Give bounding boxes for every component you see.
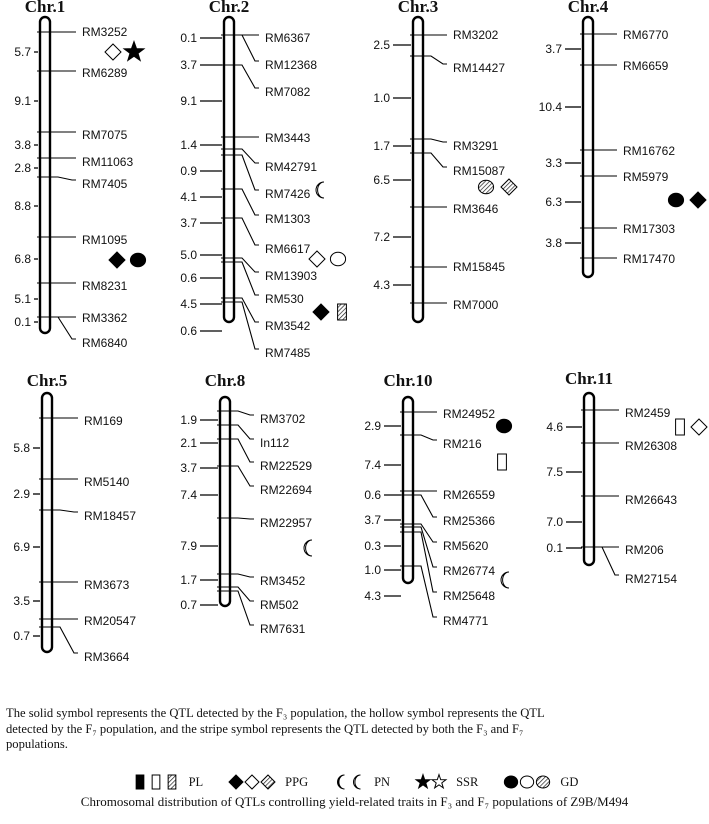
interval-distance: 1.7 bbox=[373, 139, 390, 153]
marker-label: RM11063 bbox=[82, 155, 134, 169]
diamond-solid-icon bbox=[229, 775, 243, 789]
interval-distance: 2.9 bbox=[364, 419, 381, 433]
marker-label: RM3443 bbox=[265, 131, 311, 145]
marker-label: RM2459 bbox=[625, 406, 671, 420]
qtl-pn-moon-icon bbox=[501, 572, 509, 588]
circle-striped-icon bbox=[537, 776, 550, 788]
marker-label: In112 bbox=[260, 436, 290, 450]
chromosome-title: Chr.1 bbox=[24, 0, 66, 16]
interval-distance: 7.4 bbox=[180, 488, 197, 502]
interval-distance: 3.7 bbox=[180, 216, 197, 230]
chromosome-1 bbox=[14, 0, 145, 350]
chromosome-4 bbox=[539, 0, 706, 277]
interval-distance: 5.8 bbox=[13, 441, 30, 455]
marker-label: RM7426 bbox=[265, 187, 311, 201]
diamond-symbols-icon bbox=[227, 773, 277, 791]
marker-label: RM3362 bbox=[82, 311, 128, 325]
chromosome-title: Chr.3 bbox=[397, 0, 439, 16]
marker-label: RM3452 bbox=[260, 574, 306, 588]
interval-distance: 0.1 bbox=[546, 541, 563, 555]
marker-label: RM27154 bbox=[625, 572, 678, 586]
interval-distance: 6.3 bbox=[545, 195, 562, 209]
qtl-ssr-star-icon bbox=[124, 42, 144, 61]
marker-label: RM3252 bbox=[82, 25, 128, 39]
marker-label: RM7082 bbox=[265, 85, 311, 99]
legend-note: The solid symbol represents the QTL detected by the F₃ population, the hollow symbol represents the QTL detected by the F₇ population, and the stripe symbol represents the QTL detected by both the F₃ and F₇ populations. bbox=[6, 706, 545, 751]
marker-label: RM8231 bbox=[82, 279, 128, 293]
chromosome-bar bbox=[220, 397, 230, 606]
marker-label: RM15845 bbox=[453, 260, 506, 274]
marker-label: RM26308 bbox=[625, 439, 678, 453]
qtl-ppg-diamond-icon bbox=[309, 251, 325, 267]
chromosome-8 bbox=[180, 371, 312, 636]
interval-distance: 3.7 bbox=[180, 58, 197, 72]
marker-label: RM22694 bbox=[260, 483, 313, 497]
interval-distance: 7.2 bbox=[373, 230, 390, 244]
interval-distance: 2.1 bbox=[180, 436, 197, 450]
qtl-pl-rect-icon bbox=[338, 304, 347, 320]
marker-label: RM6840 bbox=[82, 336, 128, 350]
interval-distance: 0.1 bbox=[180, 31, 197, 45]
chromosome-bar bbox=[224, 17, 234, 322]
marker-label: RM7631 bbox=[260, 622, 306, 636]
chromosome-title: Chr.10 bbox=[383, 371, 433, 390]
chromosome-title: Chr.4 bbox=[567, 0, 609, 16]
rect-solid-icon bbox=[136, 775, 144, 789]
star-solid-icon bbox=[416, 775, 430, 788]
qtl-gd-circle-icon bbox=[668, 193, 683, 207]
marker-label: RM12368 bbox=[265, 58, 318, 72]
interval-distance: 6.8 bbox=[14, 252, 31, 266]
interval-distance: 3.7 bbox=[545, 42, 562, 56]
chromosome-bar bbox=[413, 17, 423, 322]
interval-distance: 6.5 bbox=[373, 173, 390, 187]
chromosome-bar bbox=[42, 393, 52, 652]
marker-label: RM7485 bbox=[265, 346, 311, 360]
chromosome-title: Chr.5 bbox=[26, 371, 68, 390]
chromosome-5 bbox=[13, 371, 136, 664]
interval-distance: 7.4 bbox=[364, 458, 381, 472]
chromosome-11 bbox=[546, 369, 707, 586]
interval-distance: 4.5 bbox=[180, 297, 197, 311]
marker-label: RM5979 bbox=[623, 170, 669, 184]
rect-symbols-icon bbox=[131, 773, 181, 791]
marker-label: RM13903 bbox=[265, 269, 318, 283]
rect-open-icon bbox=[152, 775, 160, 789]
legend-label: SSR bbox=[456, 774, 479, 789]
interval-distance: 3.7 bbox=[180, 461, 197, 475]
interval-distance: 3.3 bbox=[545, 156, 562, 170]
marker-label: RM26643 bbox=[625, 493, 678, 507]
circle-solid-icon bbox=[505, 776, 518, 788]
interval-distance: 5.0 bbox=[180, 248, 197, 262]
legend-item-pn bbox=[332, 773, 390, 791]
qtl-pl-rect-icon bbox=[498, 454, 507, 470]
marker-label: RM24952 bbox=[443, 407, 496, 421]
interval-distance: 4.3 bbox=[373, 278, 390, 292]
marker-label: RM17470 bbox=[623, 252, 676, 266]
interval-distance: 5.7 bbox=[14, 45, 31, 59]
moon-symbols-icon bbox=[332, 773, 366, 791]
interval-distance: 4.3 bbox=[364, 589, 381, 603]
qtl-ppg-diamond-icon bbox=[109, 252, 125, 268]
interval-distance: 1.0 bbox=[364, 563, 381, 577]
interval-distance: 3.8 bbox=[14, 138, 31, 152]
qtl-ppg-diamond-icon bbox=[690, 192, 706, 208]
marker-label: RM4771 bbox=[443, 614, 489, 628]
interval-distance: 6.9 bbox=[13, 540, 30, 554]
marker-label: RM5620 bbox=[443, 539, 489, 553]
chromosome-bar bbox=[583, 17, 593, 277]
marker-label: RM17303 bbox=[623, 222, 676, 236]
interval-distance: 1.9 bbox=[180, 413, 197, 427]
qtl-gd-circle-icon bbox=[496, 419, 511, 433]
marker-label: RM6659 bbox=[623, 59, 669, 73]
marker-label: RM6770 bbox=[623, 28, 669, 42]
qtl-ppg-diamond-icon bbox=[691, 419, 707, 435]
chromosome-bar bbox=[584, 393, 594, 565]
interval-distance: 1.4 bbox=[180, 138, 197, 152]
marker-label: RM216 bbox=[443, 437, 482, 451]
marker-label: RM6289 bbox=[82, 66, 128, 80]
interval-distance: 3.7 bbox=[364, 513, 381, 527]
qtl-gd-circle-icon bbox=[330, 252, 345, 266]
interval-distance: 0.6 bbox=[180, 271, 197, 285]
interval-distance: 7.0 bbox=[546, 515, 563, 529]
qtl-gd-circle-icon bbox=[478, 180, 493, 194]
marker-label: RM16762 bbox=[623, 144, 676, 158]
marker-label: RM7405 bbox=[82, 177, 128, 191]
legend-item-ssr bbox=[414, 773, 478, 791]
marker-label: RM6367 bbox=[265, 31, 311, 45]
diamond-open-icon bbox=[245, 775, 259, 789]
chromosome-title: Chr.8 bbox=[204, 371, 246, 390]
marker-label: RM530 bbox=[265, 292, 304, 306]
marker-label: RM7000 bbox=[453, 298, 499, 312]
marker-label: RM15087 bbox=[453, 164, 506, 178]
legend-item-gd bbox=[502, 773, 578, 791]
chromosome-title: Chr.11 bbox=[564, 369, 614, 388]
legend-label: PN bbox=[374, 774, 391, 789]
marker-label: RM42791 bbox=[265, 160, 318, 174]
legend-item-ppg bbox=[227, 773, 308, 791]
marker-label: RM20547 bbox=[84, 614, 137, 628]
interval-distance: 7.9 bbox=[180, 539, 197, 553]
qtl-ppg-diamond-icon bbox=[501, 179, 517, 195]
marker-label: RM22957 bbox=[260, 516, 313, 530]
marker-label: RM3291 bbox=[453, 139, 499, 153]
marker-label: RM3664 bbox=[84, 650, 130, 664]
interval-distance: 2.8 bbox=[14, 161, 31, 175]
marker-label: RM1303 bbox=[265, 212, 311, 226]
marker-label: RM3542 bbox=[265, 319, 311, 333]
marker-label: RM6617 bbox=[265, 242, 311, 256]
chromosome-title: Chr.2 bbox=[208, 0, 250, 16]
qtl-gd-circle-icon bbox=[130, 253, 145, 267]
marker-label: RM26774 bbox=[443, 564, 496, 578]
circle-open-icon bbox=[521, 776, 534, 788]
moon-solid-icon bbox=[338, 775, 345, 789]
chromosome-2 bbox=[180, 0, 346, 360]
marker-label: RM3702 bbox=[260, 412, 306, 426]
marker-label: RM3673 bbox=[84, 578, 130, 592]
marker-label: RM169 bbox=[84, 414, 123, 428]
chromosome-bar bbox=[40, 17, 50, 333]
star-open-icon bbox=[432, 775, 446, 788]
interval-distance: 7.5 bbox=[546, 465, 563, 479]
interval-distance: 0.6 bbox=[364, 488, 381, 502]
marker-label: RM502 bbox=[260, 598, 299, 612]
interval-distance: 0.6 bbox=[180, 324, 197, 338]
interval-distance: 9.1 bbox=[180, 94, 197, 108]
interval-distance: 2.9 bbox=[13, 487, 30, 501]
interval-distance: 5.1 bbox=[14, 292, 31, 306]
marker-label: RM3202 bbox=[453, 28, 499, 42]
interval-distance: 0.1 bbox=[14, 315, 31, 329]
chromosome-bar bbox=[403, 397, 413, 583]
marker-label: RM3646 bbox=[453, 202, 499, 216]
marker-label: RM1095 bbox=[82, 233, 128, 247]
interval-distance: 3.8 bbox=[545, 236, 562, 250]
qtl-pn-moon-icon bbox=[316, 182, 324, 198]
interval-distance: 10.4 bbox=[538, 100, 562, 114]
interval-distance: 4.6 bbox=[546, 420, 563, 434]
marker-label: RM7075 bbox=[82, 128, 128, 142]
moon-open-icon bbox=[354, 775, 361, 789]
symbol-legend bbox=[0, 773, 709, 791]
qtl-pl-rect-icon bbox=[676, 419, 685, 435]
qtl-ppg-diamond-icon bbox=[105, 44, 121, 60]
chromosome-10 bbox=[364, 371, 511, 628]
marker-label: RM5140 bbox=[84, 475, 130, 489]
interval-distance: 1.7 bbox=[180, 573, 197, 587]
interval-distance: 0.7 bbox=[180, 598, 197, 612]
interval-distance: 0.9 bbox=[180, 164, 197, 178]
rect-striped-icon bbox=[168, 775, 176, 789]
legend-label: PL bbox=[188, 774, 204, 789]
qtl-ppg-diamond-icon bbox=[313, 304, 329, 320]
circle-symbols-icon bbox=[502, 773, 552, 791]
interval-distance: 0.7 bbox=[13, 629, 30, 643]
interval-distance: 1.0 bbox=[373, 91, 390, 105]
interval-distance: 0.3 bbox=[364, 539, 381, 553]
marker-label: RM25366 bbox=[443, 514, 496, 528]
legend-label: PPG bbox=[285, 774, 309, 789]
marker-label: RM22529 bbox=[260, 459, 313, 473]
marker-label: RM18457 bbox=[84, 509, 137, 523]
marker-label: RM25648 bbox=[443, 589, 496, 603]
interval-distance: 3.5 bbox=[13, 594, 30, 608]
interval-distance: 2.5 bbox=[373, 38, 390, 52]
legend-item-pl bbox=[131, 773, 204, 791]
star-symbols-icon bbox=[414, 773, 448, 791]
qtl-pn-moon-icon bbox=[304, 540, 312, 556]
marker-label: RM14427 bbox=[453, 61, 506, 75]
legend-label: GD bbox=[560, 774, 579, 789]
diamond-striped-icon bbox=[261, 775, 275, 789]
interval-distance: 4.1 bbox=[180, 190, 197, 204]
marker-label: RM206 bbox=[625, 543, 664, 557]
figure-caption: Chromosomal distribution of QTLs controlling yield-related traits in F₃ and F₇ populations of Z9B/M494 bbox=[80, 794, 629, 809]
marker-label: RM26559 bbox=[443, 488, 496, 502]
chromosome-3 bbox=[373, 0, 517, 322]
interval-distance: 9.1 bbox=[14, 94, 31, 108]
interval-distance: 8.8 bbox=[14, 199, 31, 213]
